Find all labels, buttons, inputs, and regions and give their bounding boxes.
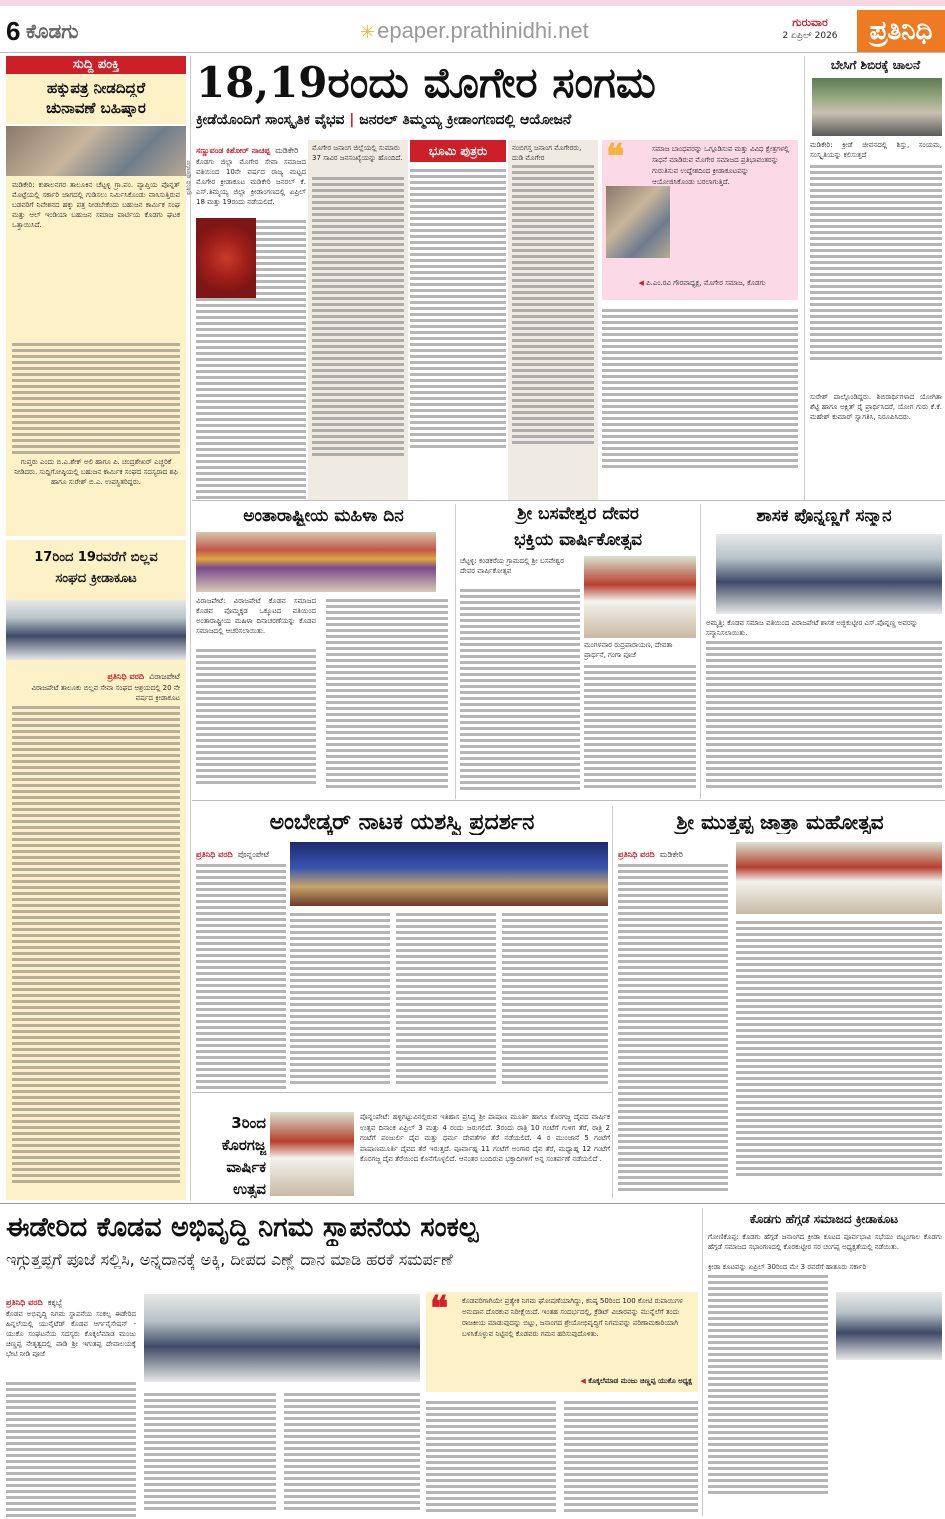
right-lead: ಮಡಿಕೇರಿ: ಕ್ರೀಡೆ ಜೀವನದಲ್ಲಿ ಶಿಸ್ತು, ಸಂಯಮ, ಸಂಸ್ಕೃತಿಯನ್ನು ಕಲಿಸುತ್ತದೆ (810, 141, 942, 159)
photo-credit: ಪ್ರತಿನಿಧಿ ಫೋಟೋ (185, 160, 192, 195)
lead-quote-text: ಸಮಾಜ ಬಾಂಧವರನ್ನು ಒಗ್ಗೂಡಿಸುವ ಮತ್ತು ವಿವಿಧ ಕ್ಷೇತ್ರಗಳಲ್ಲಿ ಸಾಧನೆ ಮಾಡಿರುವ ಮೊಗೇರ ಸಮಾಜದ ಪ್ರತಿಭಾವಂತರನ್ನು ಗುರುತಿಸುವ ಉದ್ದೇಶದಿಂದ ಕ್ರೀಡಾಕೂಟವನ್ನು ಆಯೋಜಿಸಿಕೊಂಡು ಬರಲಾಗುತ್ತಿದೆ. (652, 145, 790, 186)
sidebar-story2-headline-box (6, 540, 186, 600)
row2-story3-body (706, 618, 942, 796)
bottom-col1 (6, 1290, 136, 1515)
sidebar-story2-text (12, 703, 180, 1203)
koragajja-headline-4: ಉತ್ಸವ (233, 1180, 266, 1198)
sidebar-story1-body (6, 176, 186, 536)
bottom-quote-box (426, 1289, 698, 1392)
row3-story2-place: ಮಡಿಕೇರಿ (659, 850, 683, 859)
hegde-body (708, 1232, 942, 1516)
sidebar-story2-lead: ವಿರಾಜಪೇಟೆ ತಾಲೂಕು ಬಿಲ್ಲವ ಸೇವಾ ಸಂಘದ ಆಶ್ರಯದಲ್ಲಿ 20 ನೇ ವರ್ಷದ ಕ್ರೀಡಾಕೂಟ (31, 684, 180, 702)
lead-byline: ಸಣ್ಣುವಂಡ ಕಿಶೋರ್ ನಾಚಪ್ಪ (196, 146, 271, 155)
lead-subhead-a: ಕ್ರೀಡೆಯೊಂದಿಗೆ ಸಾಂಸ್ಕೃತಿಕ ವೈಭವ (196, 112, 345, 128)
lead-subhead (196, 112, 802, 134)
row3-story1-place: ಪೊನ್ನಂಪೇಟೆ (237, 850, 270, 859)
lead-col3 (508, 140, 598, 500)
row3-story1-photo (290, 842, 608, 906)
right-body (810, 140, 942, 500)
lead-col4 (602, 306, 798, 496)
lead-headline: 18,19ರಂದು ಮೊಗೇರ ಸಂಗಮ (196, 58, 656, 107)
mogera-emblem (196, 218, 256, 298)
bottom-subhead: ಇಗ್ಗುತ್ತಪ್ಪಗೆ ಪೂಜೆ ಸಲ್ಲಿಸಿ, ಅನ್ನದಾನಕ್ಕೆ ಅಕ್ಕಿ, ದೀಪದ ಎಣ್ಣೆ ದಾನ ಮಾಡಿ ಹರಕೆ ಸಮರ್ಪಣೆ (6, 1250, 453, 1269)
koragajja-photo (270, 1112, 354, 1196)
column-divider (612, 806, 613, 1198)
lead-subhead-sep: | (349, 112, 355, 128)
row3-story2-col1 (618, 842, 728, 1192)
sidebar-story2-place: ವಿರಾಜಪೇಟೆ (149, 672, 180, 681)
row2-story1-headline: ಅಂತಾರಾಷ್ಟ್ರೀಯ ಮಹಿಳಾ ದಿನ (243, 506, 404, 526)
row2-story1-body (196, 596, 451, 796)
row2-story3-headline: ಶಾಸಕ ಪೊನ್ನಣ್ಣಗೆ ಸನ್ಮಾನ (756, 506, 892, 526)
lead-subhead-b: ಜನರಲ್ ತಿಮ್ಮಯ್ಯ ಕ್ರೀಡಾಂಗಣದಲ್ಲಿ ಆಯೋಜನೆ (359, 112, 572, 128)
row3-story1-byline: ಪ್ರತಿನಿಧಿ ವರದಿ (196, 850, 233, 859)
bottom-photo (144, 1294, 420, 1382)
row2-story2-body (460, 556, 580, 796)
sidebar-story2-byline: ಪ್ರತಿನಿಧಿ ವರದಿ (107, 672, 144, 681)
right-closing: ಸುರೇಶ್ ಪಾಲ್ಗೊಂಡಿದ್ದರು. ಶಿಬಿರಾರ್ಥಿಗಳಾದ ಯೋಗಿತಾ ಶೆಟ್ಟಿ ಹಾಗೂ ಅಕ್ಷಿತ್ ರೈ ಪ್ರಾರ್ಥಿಸಿದರೆ, ಯೋಗ ಗುರು ಕೆ.ಕೆ. ಮಹೇಶ್ ಕುಮಾರ್ ಸ್ವಾಗತಿಸಿ, ನಿರೂಪಿಸಿದರು. (810, 393, 942, 421)
row2-story2-headline-2: ಭಕ್ತಿಯ ವಾರ್ಷಿಕೋತ್ಸವ (513, 530, 643, 550)
sidebar-story2-headline-2: ಸಂಘದ ಕ್ರೀಡಾಕೂಟ (55, 571, 137, 586)
lead-box-text: ಮೊಗೇರ ಜನಾಂಗ ಜಿಲ್ಲೆಯಲ್ಲಿ ಸುಮಾರು 37 ಸಾವಿರ ಜನಸಂಖ್ಯೆಯನ್ನು ಹೊಂದಿದೆ. (312, 144, 403, 162)
row2-story2-headline-1: ಶ್ರೀ ಬಸವೇಶ್ವರ ದೇವರ (517, 504, 639, 524)
bhoomi-puthraru-label: ಭೂಮಿ ಪುತ್ರರು (410, 140, 506, 162)
bottom-headline: ಈಡೇರಿದ ಕೊಡವ ಅಭಿವೃದ್ಧಿ ನಿಗಮ ಸ್ಥಾಪನೆಯ ಸಂಕಲ್ಪ (6, 1212, 479, 1243)
row-divider (192, 1092, 612, 1093)
row-divider (0, 1203, 945, 1204)
koragajja-headline (196, 1112, 266, 1200)
pointer-icon: ◀ (580, 1377, 586, 1385)
row2-story1-lead: ವಿರಾಜಪೇಟೆ: ವಿರಾಜಪೇಟೆ ಕೊಡವ ಸಮಾಜದ ಕೊಡವ ಪೊಮ್ಮಕ್ಕಡ ಒಕ್ಕೂಟದ ವತಿಯಿಂದ ಅಂತಾರಾಷ್ಟ್ರೀಯ ಮಹಿಳಾ ದಿನಾಚರಣೆಯನ್ನು ಕೊಡವ ಸಮಾಜದಲ್ಲಿ ಆಚರಿಸಲಾಯಿತು. (196, 597, 316, 635)
sidebar-story1-photo (6, 126, 186, 176)
koragajja-headline-2: ಕೊರಗಜ್ಜ (221, 1136, 266, 1154)
header-divider (0, 52, 945, 53)
quote-icon: ❝ (606, 137, 625, 177)
koragajja-headline-3: ವಾರ್ಷಿಕ (226, 1158, 266, 1176)
pointer-icon: ◀ (638, 279, 644, 287)
row2-story2-lead: ಚೆಟ್ಟಳ್ಳಿ: ಕಂಡಕರೆಯ ಗ್ರಾಮದಲ್ಲಿ ಶ್ರೀ ಬಸವೇಶ್ವರ ದೇವರ ವಾರ್ಷಿಕೋತ್ಸವ (460, 557, 565, 575)
bottom-place: ಕಕ್ಕಬ್ಬೆ (47, 1298, 63, 1307)
sidebar-section-band: ಸುದ್ದಿ ಪಂಕ್ತಿ (6, 56, 186, 74)
lead-lead: ಕೊಡಗು ಜಿಲ್ಲಾ ಮೊಗೇರ ಸೇವಾ ಸಮಾಜದ ವತಿಯಿಂದ 10ನೇ ವರ್ಷದ ರಾಜ್ಯ ಮಟ್ಟದ ಮೊಗೇರ ಕ್ರೀಡಾಕೂಟ ಮಡಿಕೇರಿ ಜನರಲ್ ಕೆ. ಎಸ್.ತಿಮ್ಮಯ್ಯ ಜಿಲ್ಲಾ ಕ್ರೀಡಾಂಗಣದಲ್ಲಿ ಏಪ್ರಿಲ್ 18 ಮತ್ತು 19ರಂದು ನಡೆಯಲಿದೆ. (196, 158, 306, 206)
bottom-quote-text: ಕೊಡವರಿಗಾಗಿಯೇ ಪ್ರತ್ಯೇಕ ನಿಗಮ ಘೋಷಣೆಯಾಗಿದ್ದು, ಕನಿಷ್ಠ 50ರಿಂದ 100 ಕೋಟಿ ರುಪಾಯಿಗಳ ಅನುದಾನ ದೊರಕುವ ನಿರೀಕ್ಷೆಯಿದೆ. ಇಂತಹ ಸಂದರ್ಭದಲ್ಲಿ, ಕ್ರೆಡಿಟ್ ವಿಚಾರವನ್ನು ಮುನ್ನೆಲೆಗೆ ತಂದು ರಾಜಕೀಯ ಮಾಡುವುದನ್ನು ಬಿಟ್ಟು, ಜನಾಂಗದ ಶ್ರೇಯೋಭಿವೃದ್ಧಿಗೆ ನಿಗಮವನ್ನು ಪರಿಣಾಮಕಾರಿಯಾಗಿ ಬಳಸಿಕೊಳ್ಳುವ ನಿಟ್ಟಿನಲ್ಲಿ ಕೊಡವರು ಗಮನ ಹರಿಸುವುದೊಳಿತು. (462, 1297, 683, 1338)
column-divider (700, 504, 701, 799)
weekday: ಗುರುವಾರ (792, 16, 828, 29)
lead-quote-box (602, 137, 798, 300)
sidebar-story2-body (6, 660, 186, 1200)
row3-story2-byline: ಪ್ರತಿನಿಧಿ ವರದಿ (618, 850, 655, 859)
bottom-quote-attribution: ◀ ಕೊಕ್ಕಲೆಮಾಡ ಮಂಜು ಚಿಣ್ಣಪ್ಪ ಯುಕೊ ಅಧ್ಯಕ್ಷ (580, 1377, 692, 1385)
sparkle-icon: ✳ (360, 22, 376, 42)
sidebar-story2-photo (6, 600, 186, 660)
hegde-lead2: ಕ್ರೀಡಾ ಕೂಟವನ್ನು ಏಪ್ರಿಲ್ 30ರಿಂದ ಮೇ 3 ರವರೆಗೆ ಹಾತೂರು ಸರ್ಕಾರಿ (708, 1263, 867, 1271)
right-photo (812, 78, 942, 136)
quote-icon: ❝ (430, 1289, 449, 1329)
column-divider (190, 56, 191, 1201)
row3-story2-headline: ಶ್ರೀ ಮುತ್ತಪ್ಪ ಜಾತ್ರಾ ಮಹೋತ್ಸವ (676, 810, 884, 834)
lead-quote-attribution: ◀ ಪಿ.ಎಂ.ರವಿ ಗೌರವಾಧ್ಯಕ್ಷ, ಮೊಗೇರ ಸಮಾಜ, ಕೊಡಗು (638, 279, 766, 287)
sidebar-story1-headline-2: ಚುನಾವಣೆ ಬಹಿಷ್ಕಾರ (46, 99, 146, 117)
sidebar-story1-headline-1: ಹಕ್ಕುಪತ್ರ ನೀಡದಿದ್ದರೆ (46, 79, 146, 97)
lead-col2 (308, 140, 408, 500)
row-divider (192, 500, 945, 501)
site-url: epaper.prathinidhi.net (377, 18, 589, 43)
bottom-lead: ಕೊಡವ ಅಭಿವೃದ್ಧಿ ನಿಗಮ ಸ್ಥಾಪನೆಯ ಸಂಕಲ್ಪ ಈಡೇರಿದ ಹಿನ್ನಲೆಯಲ್ಲಿ ಯುನೈಟೆಡ್ ಕೊಡವ ಆರ್ಗನೈಸೇಷನ್ - ಯುಕೊ ಸಂಘಟನೆಯ ಸದಸ್ಯರು ಕೊಕ್ಕಲೆಮಾಡ ಮಂಜು ಚಿಣ್ಣಪ್ಪ ನೇತೃತ್ವದಲ್ಲಿ ಪಾಡಿ ಶ್ರೀ ಇಗುತಪ್ಪ ದೇವಾಲಯಕ್ಕೆ ಭೇಟಿ ನೀಡಿ ಪೂಜೆ (6, 1310, 136, 1358)
section-name: ಕೊಡಗು (26, 19, 79, 43)
row2-story2-caption: ಮಂಗಳವಾರ ರುದ್ರಪಾರಾಯಣ, ದೇವತಾ ಪ್ರಾರ್ಥನೆ, ಗಂಗಾ ಪೂಜೆ (584, 641, 673, 659)
row2-story1-photo (196, 532, 436, 592)
row2-story3-photo (716, 534, 942, 614)
site-link[interactable] (360, 18, 589, 44)
row2-story2-photo (584, 556, 696, 638)
sidebar-story2-headline-1: 17ರಿಂದ 19ರವರೆಗೆ ಬಿಲ್ಲವ (34, 550, 158, 565)
issue-date: 2 ಏಪ್ರಿಲ್ 2026 (782, 31, 838, 41)
sidebar-story1-headline-box (6, 74, 186, 124)
row3-story1-col1 (196, 842, 286, 1087)
column-divider (702, 1208, 703, 1516)
row2-story3-lead: ಅಮ್ಮತ್ತಿ: ಕೊಡವ ಸಮಾಜ ವತಿಯಿಂದ ವಿರಾಜಪೇಟೆ ಶಾಸಕ ಅಜ್ಜಿಕುಟ್ಟೀರ ಎಸ್.ಪೊನ್ನಣ್ಣ ಅವರನ್ನು ಸನ್ಮಾನಿಸಲಾಯಿತು. (706, 619, 918, 637)
lead-box-text2: ನಂಬಿಗಸ್ತ ಜನಾಂಗ ಮೊಗೇರರು, ದುಡಿ ಮೊಗೇರ (512, 144, 582, 162)
column-divider (804, 56, 805, 501)
masthead-logo: ಪ್ರತಿನಿಧಿ (857, 10, 945, 52)
sidebar-story1-lead: ಮಡಿಕೇರಿ: ಕುಶಾಲನಗರ ತಾಲೂಕಿನ ಚೆಟ್ಟಳ್ಳಿ ಗ್ರಾ.ಪಂ. ವ್ಯಾಪ್ತಿಯ ಪೊನ್ನತ್ ಮೊಟ್ಟೆಯಲ್ಲಿ ಸರ್ಕಾರಿ ಜಾಗದಲ್ಲಿ ಗುಡಿಸಲು ನಿರ್ಮಿಸಿಕೊಂಡು ವಾಸಿಸುತ್ತಿರುವ ಬಡವರಿಗೆ ನಿವೇಶನದ ಹಕ್ಕು ಪತ್ರ ನೀಡಬೇಕೆಂದು ಬಹುಜನ ಕಾರ್ಮಿಕ ಸಂಘ ಮತ್ತು ಆಲ್ ಇಂಡಿಯಾ ಬಹುಜನ ಸಮಾಜ ಪಾರ್ಟಿಯ ಕೊಡಗು ಘಟಕ ಒತ್ತಾಯಿಸಿದೆ. ಗುಪ್ತರು ಎಂದು ಬಿ.ಎ.ಶೇಕ್ ಅಲಿ ಹಾಗೂ ಪಿ. ಚಂದ್ರಶೇಖರ್ ಎಚ್ಚರಿಕೆ ನೀಡಿದರು. ಸುದ್ದಿಗೋಷ್ಠಿಯಲ್ಲಿ ಬಹುಜನ ಕಾರ್ಮಿಕ ಸಂಘದ ಸದಸ್ಯರಾದ ಶಫಿ ಹಾಗೂ ಸುರೇಶ್ ಬಿ.ಎ. ಉಪಸ್ಥಿತರಿದ್ದರು. (12, 181, 180, 486)
hegde-photo (836, 1292, 942, 1360)
page-number: 6 (6, 16, 21, 46)
column-divider (455, 504, 456, 799)
row3-story2-photo (736, 842, 942, 914)
lead-byline-place: ಮಡಿಕೇರಿ (275, 146, 299, 155)
koragajja-headline-1: 3ರಿಂದ (231, 1114, 266, 1132)
koragajja-body: ಪೊನ್ನಂಪೇಟೆ: ಹಳ್ಳಿಗಟ್ಟುವಿನಲ್ಲಿರುವ ಇತಿಹಾಸ ಪ್ರಸಿದ್ಧ ಶ್ರೀ ಪಾಷಾಣ ಮೂರ್ತಿ ಹಾಗೂ ಕೊರಗಜ್ಜ ದೈವದ ವಾರ್ಷಿಕ ಉತ್ಸವ ದಿನಾಂಕ ಏಪ್ರಿಲ್ 3 ಮತ್ತು 4 ರಂದು ಜರುಗಲಿದೆ. 3ರಂದು ರಾತ್ರಿ 10 ಗಂಟೆಗೆ ಗುಳಿಗ ತೆರೆ, ರಾತ್ರಿ 2 ಗಂಟೆಗೆ ಪಂಜುರ್ಲಿ ದೈವ ಮತ್ತು ಧರ್ಮ ದೇವತೆಗಳ ತೆರೆ ನಡೆಯಲಿದೆ. 4 ರ ಮುಂಜಾನೆ 5 ಗಂಟೆಗೆ ಪಾಷಾಣಮೂರ್ತಿ ದೈವದ ತೆರೆ ಇರುತ್ತದೆ. ಪೂರ್ವಾಹ್ನ 11 ಗಂಟೆಗೆ ಅಂಗಾರ ದೈವ ತೆರೆ, ಮಧ್ಯಾಹ್ನ 12 ಗಂಟೆಗೆ ಕೊರಗಜ್ಜ ದೈವ ತೆರೆಯಿಂದ ಕೊನೆಗೊಳ್ಳಲಿದೆ. ಆನಂತರ ಬಂದಿರುವ ಭಕ್ತಾದಿಗಳಿಗೆ ಅನ್ನ ಸಂತರ್ಪಣೆ ನಡೆಯಲಿದೆ . (360, 1113, 610, 1163)
quote-portrait (606, 186, 670, 258)
sidebar-story1-closing: ಗುಪ್ತರು ಎಂದು ಬಿ.ಎ.ಶೇಕ್ ಅಲಿ ಹಾಗೂ ಪಿ. ಚಂದ್ರಶೇಖರ್ ಎಚ್ಚರಿಕೆ ನೀಡಿದರು. ಸುದ್ದಿಗೋಷ್ಠಿಯಲ್ಲಿ ಬಹುಜನ ಕಾರ್ಮಿಕ ಸಂಘದ ಸದಸ್ಯರಾದ ಶಫಿ ಹಾಗೂ ಸುರೇಶ್ ಬಿ.ಎ. ಉಪಸ್ಥಿತರಿದ್ದರು. (14, 458, 178, 486)
right-headline: ಬೇಸಿಗೆ ಶಿಬಿರಕ್ಕೆ ಚಾಲನೆ (830, 58, 921, 72)
lead-col1 (196, 138, 306, 498)
bottom-byline: ಪ್ರತಿನಿಧಿ ವರದಿ (6, 1298, 43, 1307)
row-divider (192, 800, 945, 801)
row3-story1-headline: ಅಂಬೇಡ್ಕರ್ ನಾಟಕ ಯಶಸ್ವಿ ಪ್ರದರ್ಶನ (269, 810, 535, 835)
hegde-headline: ಕೊಡಗು ಹೆಗ್ಗಡೆ ಸಮಾಜದ ಕ್ರೀಡಾಕೂಟ (749, 1212, 899, 1226)
page-header (0, 6, 945, 50)
hegde-lead: ಗೋಣಿಕೊಪ್ಪ: ಕೊಡಗು ಹೆಗ್ಗಡೆ ಜನಾಂಗದ ಕ್ರೀಡಾ ಕೂಟದ ಪೂರ್ವಭಾವಿ ಸಭೆಯು ಬಿಟ್ಟಂಗಾಲ ಕೊಡಗು ಹೆಗ್ಗಡೆ ಸಮಾಜದ ಸಭಾಂಗಣದಲ್ಲಿ ಕೊರಕುಟ್ಟೀರ ಸರ ಚಂಗಪ್ಪ ಅಧ್ಯಕ್ಷತೆಯಲ್ಲಿ ನಡೆಯಿತು. (708, 1233, 942, 1251)
